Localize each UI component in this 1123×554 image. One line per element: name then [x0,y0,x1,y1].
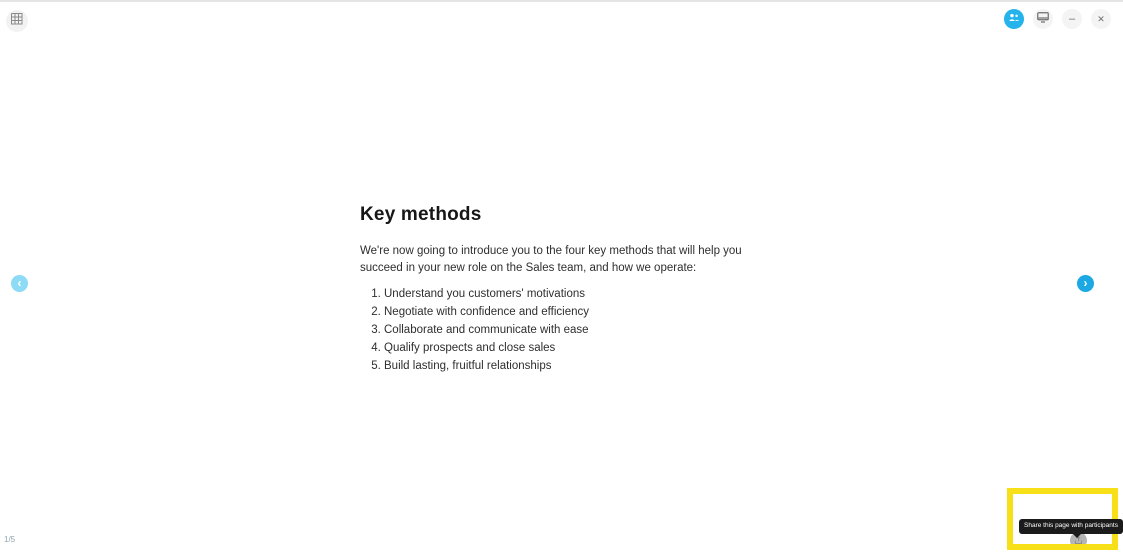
page-indicator: 1/5 [4,535,16,544]
slide-intro: We're now going to introduce you to the four key methods that will help you succeed in your new role on the Sales team, and how we operate: [360,245,742,274]
chevron-left-icon: ‹ [17,276,22,290]
key-methods-list [360,287,742,374]
share-tooltip-text: Share this page with participants [1024,522,1118,529]
tooltip-arrow [1073,534,1081,538]
next-page-button[interactable] [1077,275,1094,292]
window-controls [1004,9,1111,29]
grid-overview-button[interactable] [6,10,28,32]
list-item: 2. Negotiate with confidence and efficiency [384,305,742,320]
minimize-button[interactable] [1062,9,1082,29]
close-button[interactable] [1091,9,1111,29]
share-tooltip [1019,519,1123,534]
monitor-icon [1037,12,1049,26]
slide-content [360,204,742,377]
list-item: 5. Build lasting, fruitful relationships [384,359,742,374]
screen-share-button[interactable] [1033,9,1053,29]
list-item: 4. Qualify prospects and close sales [384,341,742,356]
chevron-right-icon: › [1083,276,1088,290]
grid-icon [11,12,23,30]
list-item: 3. Collaborate and communicate with ease [384,323,742,338]
slide-title: Key methods [360,204,482,225]
minimize-icon: – [1068,12,1076,25]
participants-badge-button[interactable] [1004,9,1024,29]
close-icon: ✕ [1097,13,1105,24]
list-item: 1. Understand you customers' motivations [384,287,742,302]
people-icon [1008,13,1020,25]
previous-page-button[interactable] [11,275,28,292]
